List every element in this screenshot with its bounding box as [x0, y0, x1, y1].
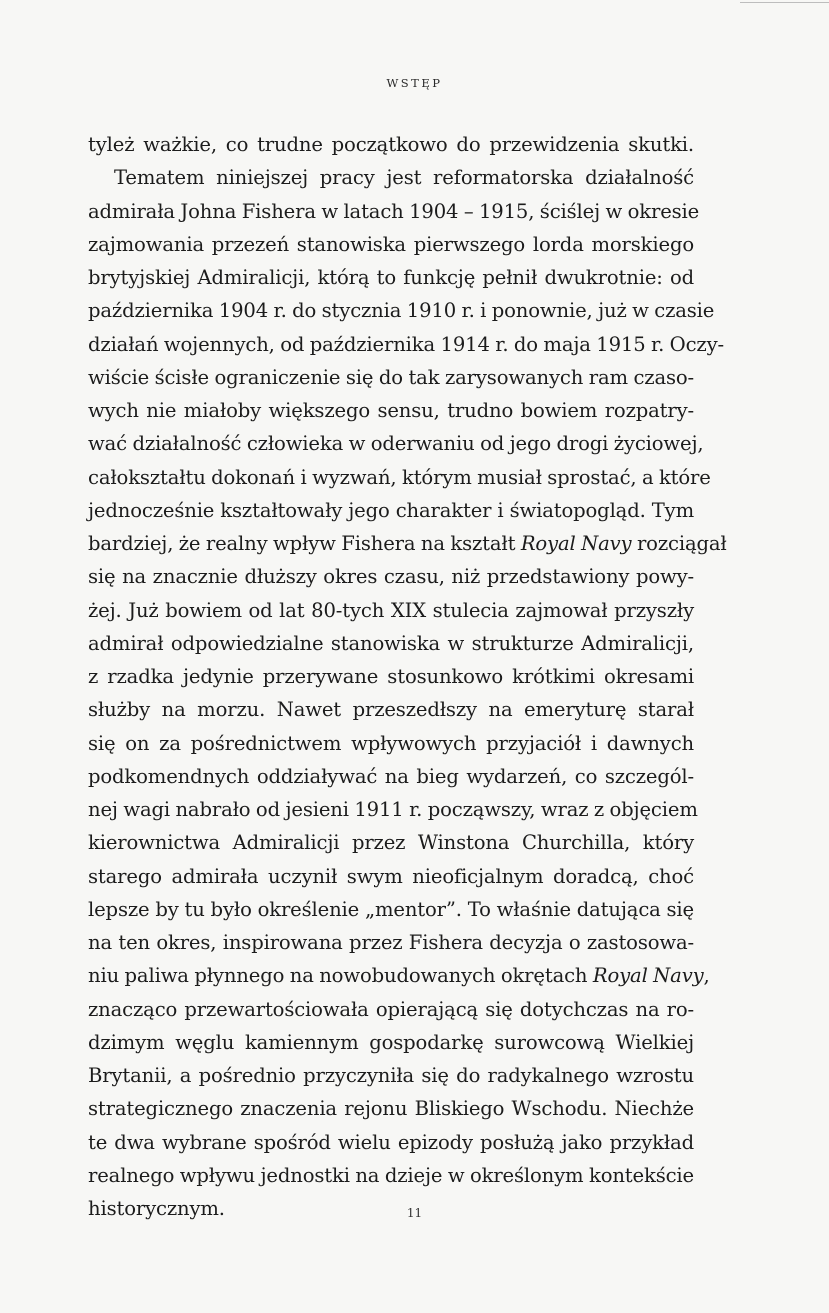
- text-line: działań wojennych, od października 1914 r. do maja 1915 r. Oczy-: [88, 332, 724, 356]
- text-line: admirał odpowiedzialne stanowiska w strukturze Admiralicji,: [88, 631, 694, 655]
- text-line: żej. Już bowiem od lat 80-tych XIX stulecia zajmował przyszły: [88, 598, 694, 622]
- text-line: realnego wpływu jednostki na dzieje w określonym kontekście: [88, 1163, 694, 1187]
- text-line: października 1904 r. do stycznia 1910 r. i ponownie, już w czasie: [88, 299, 715, 323]
- text-line: na ten okres, inspirowana przez Fishera decyzja o zastosowa-: [88, 931, 694, 954]
- text-line: kierownictwa Admiralicji przez Winstona Churchilla, który: [88, 831, 694, 855]
- running-head: WSTĘP: [386, 76, 443, 90]
- text-line: starego admirała uczynił swym nieoficjalnym doradcą, choć: [88, 864, 694, 888]
- text-line: bardziej, że realny wpływ Fishera na kształt Royal Navy rozciągał: [88, 532, 727, 555]
- text-line: się on za pośrednictwem wpływowych przyjaciół i dawnych: [88, 731, 694, 755]
- text-line: z rzadka jedynie przerywane stosunkowo krótkimi okresami: [88, 665, 694, 688]
- text-line: jednocześnie kształtowały jego charakter i światopogląd. Tym: [88, 498, 694, 522]
- text-line: Brytanii, a pośrednio przyczyniła się do radykalnego wzrostu: [88, 1064, 694, 1087]
- text-line: strategicznego znaczenia rejonu Bliskiego Wschodu. Niechże: [88, 1097, 694, 1121]
- text-line: podkomendnych oddziaływać na bieg wydarzeń, co szczegól-: [88, 764, 694, 788]
- text-line: niu paliwa płynnego na nowobudowanych okrętach Royal Navy,: [88, 964, 710, 988]
- text-line: wych nie miałoby większego sensu, trudno bowiem rozpatry-: [88, 399, 694, 422]
- text-line: wać działalność człowieka w oderwaniu od jego drogi życiowej,: [88, 432, 704, 456]
- text-line: brytyjskiej Admiralicji, którą to funkcję pełnił dwukrotnie: od: [88, 266, 694, 289]
- body-text: [88, 128, 727, 1225]
- text-line: dzimym węglu kamiennym gospodarkę surowcową Wielkiej: [88, 1030, 694, 1054]
- text-line: Tematem niniejszej pracy jest reformatorska działalność: [114, 166, 694, 190]
- text-line: te dwa wybrane spośród wielu epizody posłużą jako przykład: [88, 1130, 694, 1154]
- text-line: się na znacznie dłuższy okres czasu, niż przedstawiony powy-: [88, 565, 694, 589]
- text-line: historycznym.: [88, 1197, 225, 1220]
- text-line: tyleż ważkie, co trudne początkowo do przewidzenia skutki.: [88, 133, 694, 156]
- page-edge-line: [740, 2, 829, 3]
- text-line: nej wagi nabrało od jesieni 1911 r. począwszy, wraz z objęciem: [88, 798, 698, 821]
- text-line: znacząco przewartościowała opierającą się dotychczas na ro-: [88, 997, 694, 1021]
- text-line: służby na morzu. Nawet przeszedłszy na emeryturę starał: [88, 698, 694, 722]
- page-number: 11: [406, 1206, 423, 1220]
- text-line: admirała Johna Fishera w latach 1904 – 1915, ściślej w okresie: [88, 199, 700, 223]
- text-line: zajmowania przezeń stanowiska pierwszego lorda morskiego: [88, 232, 694, 256]
- text-line: lepsze by tu było określenie „mentor”. To właśnie datująca się: [88, 897, 694, 921]
- text-line: całokształtu dokonań i wyzwań, którym musiał sprostać, a które: [88, 465, 711, 489]
- text-line: wiście ścisłe ograniczenie się do tak zarysowanych ram czaso-: [88, 365, 694, 389]
